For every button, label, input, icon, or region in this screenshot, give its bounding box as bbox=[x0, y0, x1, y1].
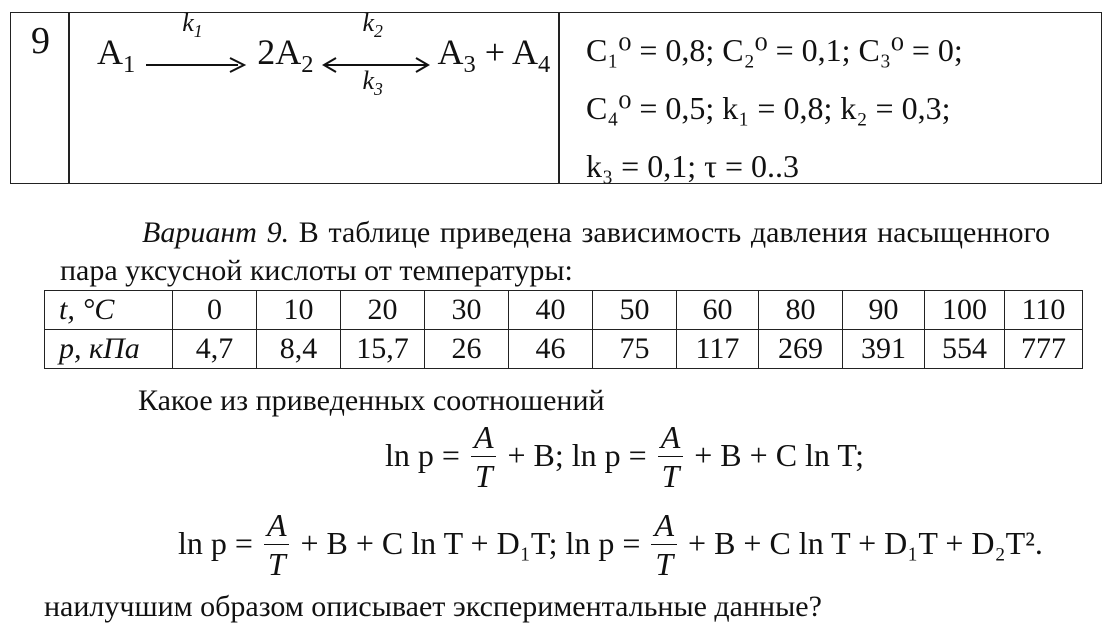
plus-sign: + bbox=[484, 32, 506, 72]
fraction-a-over-t: $\frac{A}{T}$ bbox=[651, 506, 677, 583]
variant-text: В таблице приведена зависимость давления насыщенного пара уксусной кислоты от температуры: bbox=[60, 216, 1051, 287]
variant-label: Вариант 9. bbox=[142, 216, 290, 249]
species-2a2: $2A_2$ bbox=[257, 32, 314, 79]
table-cell: 60 bbox=[677, 291, 759, 330]
table-cell: 10 bbox=[257, 291, 341, 330]
table-divider bbox=[558, 13, 560, 183]
table-cell: 100 bbox=[925, 291, 1005, 330]
formula-rhs: + B + C ln T + D₁T + D₂T². bbox=[688, 524, 1043, 561]
formula-rhs: + B; bbox=[507, 436, 564, 473]
reversible-arrow-icon bbox=[322, 7, 430, 99]
table-cell: 80 bbox=[759, 291, 843, 330]
table-cell: 8,4 bbox=[257, 330, 341, 369]
table-cell: 117 bbox=[677, 330, 759, 369]
formula-lhs: ln p = bbox=[565, 524, 641, 561]
row-header-t: t, °C bbox=[45, 291, 173, 330]
vapor-pressure-table bbox=[44, 290, 1083, 369]
conditions-line-3: k₃ = 0,1; τ = 0..3 bbox=[586, 148, 799, 184]
closing-question: наилучшим образом описывает экспериментальные данные? bbox=[44, 590, 822, 623]
formula-rhs: + B + C ln T + D₁T; bbox=[300, 524, 558, 561]
reaction-scheme bbox=[97, 7, 551, 99]
species-a4: $A_4$ bbox=[512, 32, 551, 79]
formula-rhs: + B + C ln T; bbox=[694, 436, 865, 473]
rate-constant-k1: $k_1$ bbox=[182, 7, 203, 41]
table-cell: 20 bbox=[341, 291, 425, 330]
table-cell: 90 bbox=[843, 291, 925, 330]
table-cell: 269 bbox=[759, 330, 843, 369]
rate-constant-k2: $k_2$ bbox=[362, 7, 383, 41]
table-cell: 4,7 bbox=[173, 330, 257, 369]
table-cell: 40 bbox=[509, 291, 593, 330]
species-a1: $A_1$ bbox=[97, 32, 136, 79]
formula-lhs: ln p = bbox=[385, 436, 460, 473]
table-cell: 15,7 bbox=[341, 330, 425, 369]
formula-lhs: ln p = bbox=[178, 524, 253, 561]
task-number: 9 bbox=[31, 20, 50, 62]
forward-arrow-icon bbox=[144, 7, 248, 62]
fraction-a-over-t: $\frac{A}{T}$ bbox=[471, 418, 497, 495]
table-cell: 75 bbox=[593, 330, 677, 369]
table-cell: 110 bbox=[1005, 291, 1083, 330]
task-table bbox=[10, 7, 1102, 184]
table-cell: 554 bbox=[925, 330, 1005, 369]
formula-lhs: ln p = bbox=[571, 436, 647, 473]
formula-line-2 bbox=[178, 508, 1043, 585]
table-cell: 391 bbox=[843, 330, 925, 369]
variant-paragraph bbox=[60, 214, 1050, 290]
table-cell: 777 bbox=[1005, 330, 1083, 369]
table-cell: 46 bbox=[509, 330, 593, 369]
fraction-a-over-t: $\frac{A}{T}$ bbox=[658, 418, 684, 495]
formula-line-1 bbox=[385, 420, 864, 497]
table-cell: 30 bbox=[425, 291, 509, 330]
fraction-a-over-t: $\frac{A}{T}$ bbox=[264, 506, 290, 583]
table-divider bbox=[68, 13, 70, 183]
rate-constant-k3: $k_3$ bbox=[362, 65, 383, 99]
species-a3: $A_3$ bbox=[437, 32, 476, 79]
question-text: Какое из приведенных соотношений bbox=[138, 384, 605, 417]
row-header-p: p, кПа bbox=[45, 330, 173, 369]
initial-conditions bbox=[586, 21, 963, 195]
table-row-temperature bbox=[45, 291, 1083, 330]
table-cell: 50 bbox=[593, 291, 677, 330]
table-cell: 0 bbox=[173, 291, 257, 330]
table-row-pressure bbox=[45, 330, 1083, 369]
conditions-line-2: C₄⁰ = 0,5; k₁ = 0,8; k₂ = 0,3; bbox=[586, 90, 951, 126]
table-cell: 26 bbox=[425, 330, 509, 369]
conditions-line-1: C₁⁰ = 0,8; C₂⁰ = 0,1; C₃⁰ = 0; bbox=[586, 32, 963, 68]
